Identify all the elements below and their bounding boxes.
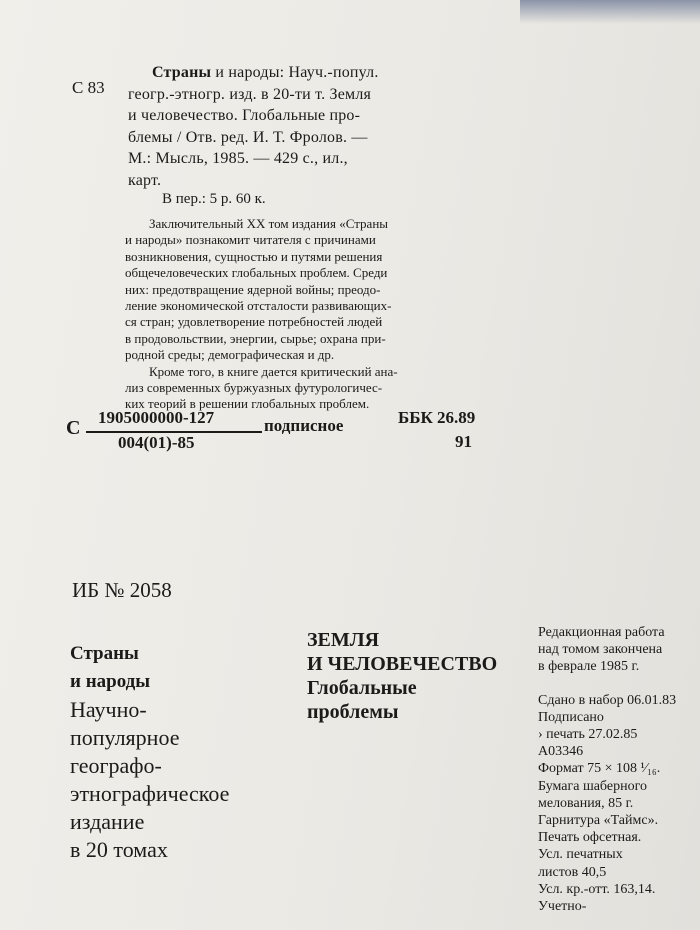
entry-line: Страны и народы: Науч.-попул. xyxy=(152,64,379,81)
imprint-line: А03346 xyxy=(538,744,584,760)
catalog-code: С 83 xyxy=(72,78,105,97)
series-line: географо- xyxy=(70,753,162,778)
imprint-line: в феврале 1985 г. xyxy=(538,659,640,675)
imprint-line: Усл. печатных xyxy=(538,847,623,863)
work-title-block xyxy=(307,628,497,724)
price: В пер.: 5 р. 60 к. xyxy=(162,191,266,207)
entry-line: геогр.-этногр. изд. в 20-ти т. Земля xyxy=(128,85,372,103)
imprint-line: листов 40,5 xyxy=(538,864,607,880)
series-line: этнографическое xyxy=(70,781,230,806)
series-title: и народы xyxy=(70,671,151,692)
imprint-spacer xyxy=(538,676,676,692)
annotation-line: ся стран; удовлетворение потребностей людей xyxy=(125,314,383,330)
annotation-line: ких теорий в решении глобальных проблем. xyxy=(125,396,370,412)
imprint-block xyxy=(538,624,676,915)
imprint-line: Учетно- xyxy=(538,899,587,915)
ib-number: ИБ № 2058 xyxy=(72,578,172,602)
series-line: издание xyxy=(70,809,145,834)
annotation-line: общечеловеческих глобальных проблем. Среди xyxy=(125,265,388,281)
annotation xyxy=(125,216,495,413)
classification-letter: С xyxy=(66,417,81,439)
imprint-line: › печать 27.02.85 xyxy=(538,727,638,743)
work-subtitle: проблемы xyxy=(307,701,399,723)
entry-line: М.: Мысль, 1985. — 429 с., ил., xyxy=(128,150,348,167)
catalog-entry xyxy=(128,62,474,191)
imprint-line: над томом закончена xyxy=(538,642,663,658)
annotation-line: них: предотвращение ядерной войны; преодо- xyxy=(125,281,381,297)
entry-line: карт. xyxy=(128,171,162,189)
annotation-line: и народы» познакомит читателя с причинами xyxy=(125,232,376,248)
imprint-line: Редакционная работа xyxy=(538,625,665,640)
imprint-line: Сдано в набор 06.01.83 xyxy=(538,692,677,708)
bbk-code: ББК 26.89 xyxy=(398,408,476,427)
imprint-line: Бумага шаберного xyxy=(538,778,647,794)
series-block xyxy=(70,640,229,864)
series-line: популярное xyxy=(70,725,180,750)
work-title: И ЧЕЛОВЕЧЕСТВО xyxy=(307,653,498,675)
entry-line: блемы / Отв. ред. И. Т. Фролов. — xyxy=(128,128,368,146)
imprint-line: Гарнитура «Таймс». xyxy=(538,813,659,829)
subscription-label: подписное xyxy=(264,416,344,435)
classification-numerator: 1905000000-127 xyxy=(98,408,215,427)
annotation-line: Заключительный XX том издания «Страны xyxy=(149,216,389,231)
annotation-line: родной среды; демографическая и др. xyxy=(125,347,335,363)
background-shadow xyxy=(520,0,700,24)
imprint-line: Подписано xyxy=(538,709,604,725)
work-title: ЗЕМЛЯ xyxy=(307,629,380,651)
classification-denominator: 004(01)-85 xyxy=(118,433,195,452)
annotation-line: в продовольствии, энергии, сырье; охрана при- xyxy=(125,330,386,346)
entry-line: и человечество. Глобальные про- xyxy=(128,107,361,124)
series-line: в 20 томах xyxy=(70,837,168,862)
imprint-line: мелования, 85 г. xyxy=(538,795,634,811)
series-title: Страны xyxy=(70,643,139,664)
annotation-line: Кроме того, в книге дается критический ана- xyxy=(149,363,398,379)
annotation-line: возникновения, сущностью и путями решения xyxy=(125,248,383,264)
imprint-line: Печать офсетная. xyxy=(538,830,642,846)
annotation-line: ление экономической отсталости развивающих- xyxy=(125,298,392,314)
imprint-line: Усл. кр.-отт. 163,14. xyxy=(538,881,656,897)
work-subtitle: Глобальные xyxy=(307,677,417,699)
annotation-line: лиз современных буржуазных футурологичес- xyxy=(125,380,383,396)
imprint-line: Формат 75 × 108 ¹⁄₁₆. xyxy=(538,761,661,777)
bbk-subcode: 91 xyxy=(455,432,472,451)
series-line: Научно- xyxy=(70,697,147,722)
